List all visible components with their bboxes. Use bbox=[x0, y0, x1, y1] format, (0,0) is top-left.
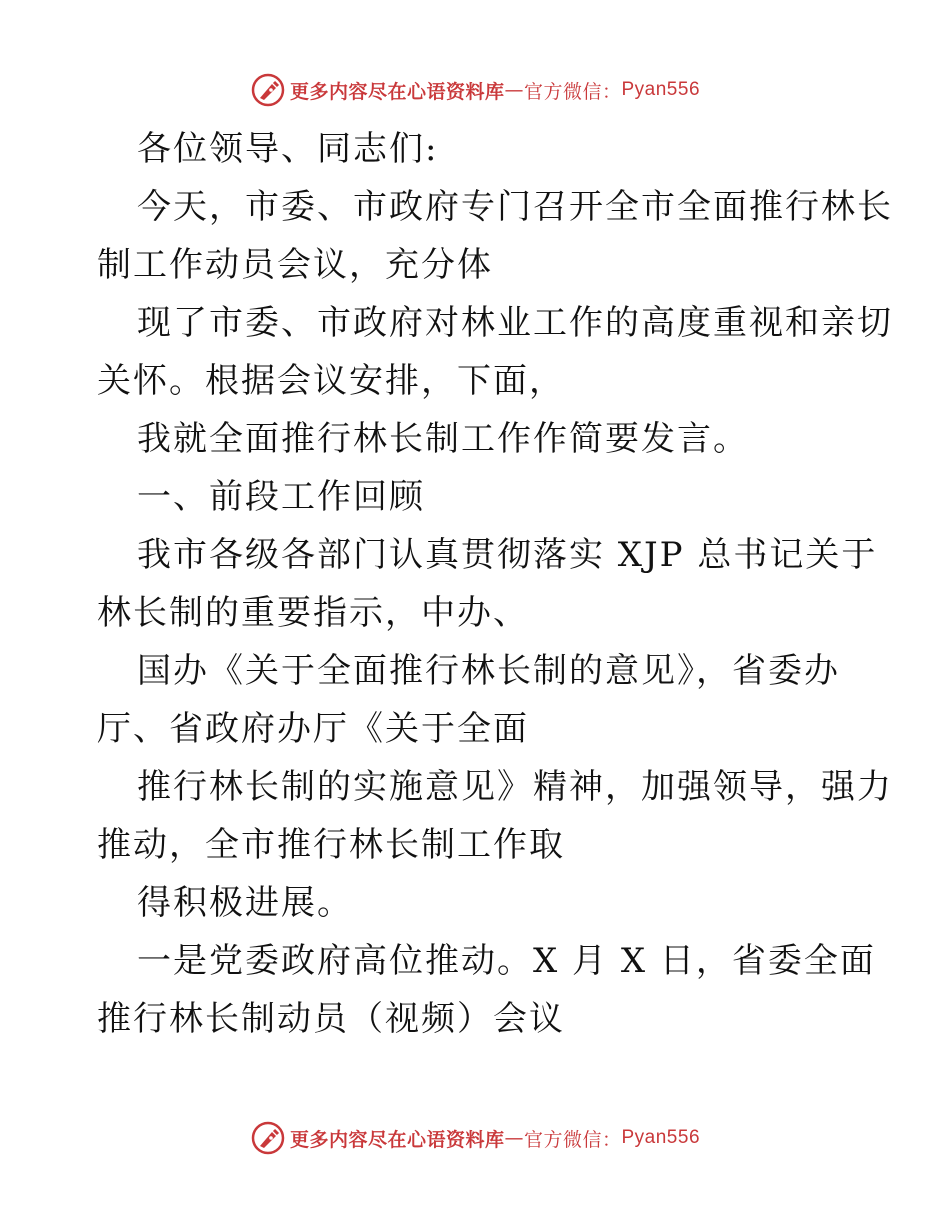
footer-watermark bbox=[0, 1118, 950, 1158]
document-line: 推行林长制的实施意见》精神，加强领导，强力 bbox=[137, 767, 893, 807]
document-line: 厅、省政府办厅《关于全面 bbox=[97, 709, 529, 749]
header-watermark bbox=[0, 70, 950, 110]
watermark-main-text: 更多内容尽在心语资料库 bbox=[289, 80, 505, 103]
document-line: 我就全面推行林长制工作作简要发言。 bbox=[137, 419, 749, 459]
watermark-separator: — bbox=[504, 1127, 524, 1149]
document-line: 我市各级各部门认真贯彻落实 XJP 总书记关于 bbox=[137, 535, 878, 575]
watermark-wechat-id: Pyan556 bbox=[621, 79, 701, 100]
watermark-separator: — bbox=[504, 79, 524, 101]
watermark-wechat-label: 官方微信： bbox=[523, 80, 622, 103]
document-line: 推动，全市推行林长制工作取 bbox=[97, 825, 565, 865]
pen-nib-logo-icon bbox=[250, 1120, 286, 1156]
watermark-main-text: 更多内容尽在心语资料库 bbox=[289, 1128, 505, 1151]
document-line: 各位领导、同志们: bbox=[137, 129, 439, 169]
document-line: 国办《关于全面推行林长制的意见》，省委办 bbox=[137, 651, 840, 691]
document-line: 关怀。根据会议安排，下面， bbox=[97, 361, 565, 401]
watermark-wechat-id: Pyan556 bbox=[621, 1127, 701, 1148]
document-line: 一、前段工作回顾 bbox=[137, 477, 425, 517]
document-body bbox=[97, 120, 893, 1048]
document-line: 一是党委政府高位推动。X 月 X 日，省委全面 bbox=[137, 941, 876, 981]
document-line: 得积极进展。 bbox=[137, 883, 353, 923]
pen-nib-logo-icon bbox=[250, 72, 286, 108]
watermark-wechat-label: 官方微信： bbox=[523, 1128, 622, 1151]
document-line: 今天，市委、市政府专门召开全市全面推行林长 bbox=[137, 187, 893, 227]
document-line: 推行林长制动员（视频）会议 bbox=[97, 999, 565, 1039]
document-line: 林长制的重要指示，中办、 bbox=[97, 593, 529, 633]
document-line: 现了市委、市政府对林业工作的高度重视和亲切 bbox=[137, 303, 893, 343]
document-line: 制工作动员会议，充分体 bbox=[97, 245, 493, 285]
